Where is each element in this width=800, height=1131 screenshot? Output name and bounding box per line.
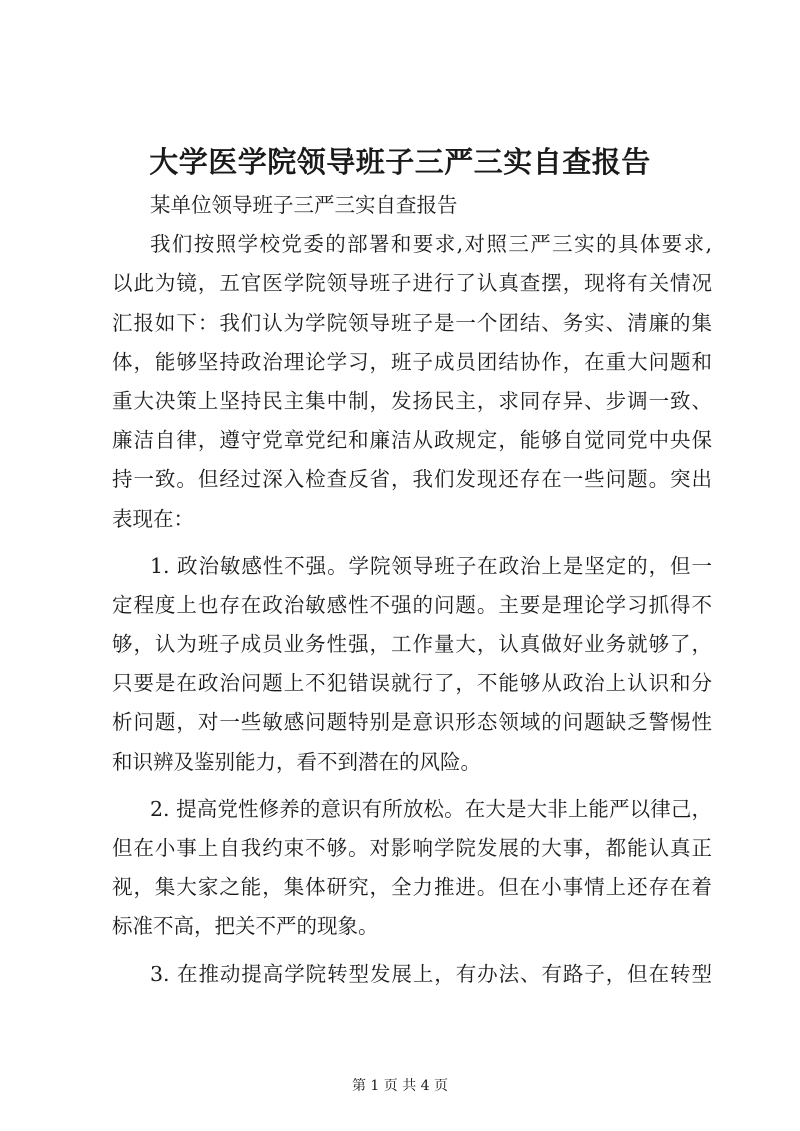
paragraph-line: 析问题，对一些敏感问题特别是意识形态领域的问题缺乏警惕性 [112,710,712,735]
paragraph-line: 1. 政治敏感性不强。学院领导班子在政治上是坚定的，但一 [150,553,712,578]
paragraph-line: 持一致。但经过深入检查反省，我们发现还存在一些问题。突出 [112,467,712,492]
paragraph-line: 标准不高，把关不严的现象。 [112,914,379,939]
paragraph-item-1 [112,547,712,782]
paragraph-line: 和识辨及鉴别能力，看不到潜在的风险。 [112,749,481,774]
paragraph-line: 以此为镜，五官医学院领导班子进行了认真查摆，现将有关情况 [112,271,712,296]
paragraph-line: 定程度上也存在政治敏感性不强的问题。主要是理论学习抓得不 [112,592,712,617]
paragraph-line: 体，能够坚持政治理论学习，班子成员团结协作，在重大问题和 [112,349,712,374]
paragraph-item-2 [112,790,712,947]
document-body [112,186,712,994]
paragraph-line: 汇报如下：我们认为学院领导班子是一个团结、务实、清廉的集 [112,310,712,335]
paragraph-line: 重大决策上坚持民主集中制，发扬民主，求同存异、步调一致、 [112,388,712,413]
paragraph-line: 2. 提高党性修养的意识有所放松。在大是大非上能严以律己， [150,796,712,821]
paragraph-intro [112,225,712,539]
paragraph-line: 3. 在推动提高学院转型发展上，有办法、有路子，但在转型 [150,961,712,986]
page-number-footer: 第 1 页 共 4 页 [351,1078,449,1094]
paragraph-line: 但在小事上自我约束不够。对影响学院发展的大事，都能认真正 [112,836,712,860]
paragraph-line: 视，集大家之能，集体研究，全力推进。但在小事情上还存在着 [112,875,712,900]
paragraph-line: 我们按照学校党委的部署和要求,对照三严三实的具体要求, [150,232,712,257]
paragraph-line: 只要是在政治问题上不犯错误就行了，不能够从政治上认识和分 [112,671,712,696]
paragraph-item-3 [112,955,712,994]
document-title: 大学医学院领导班子三严三实自查报告 [149,145,651,179]
paragraph-line: 表现在： [112,506,194,531]
document-subtitle: 某单位领导班子三严三实自查报告 [150,193,458,217]
paragraph-line: 够，认为班子成员业务性强，工作量大，认真做好业务就够了， [112,632,712,657]
paragraph-line: 廉洁自律，遵守党章党纪和廉洁从政规定，能够自觉同党中央保 [112,428,712,453]
